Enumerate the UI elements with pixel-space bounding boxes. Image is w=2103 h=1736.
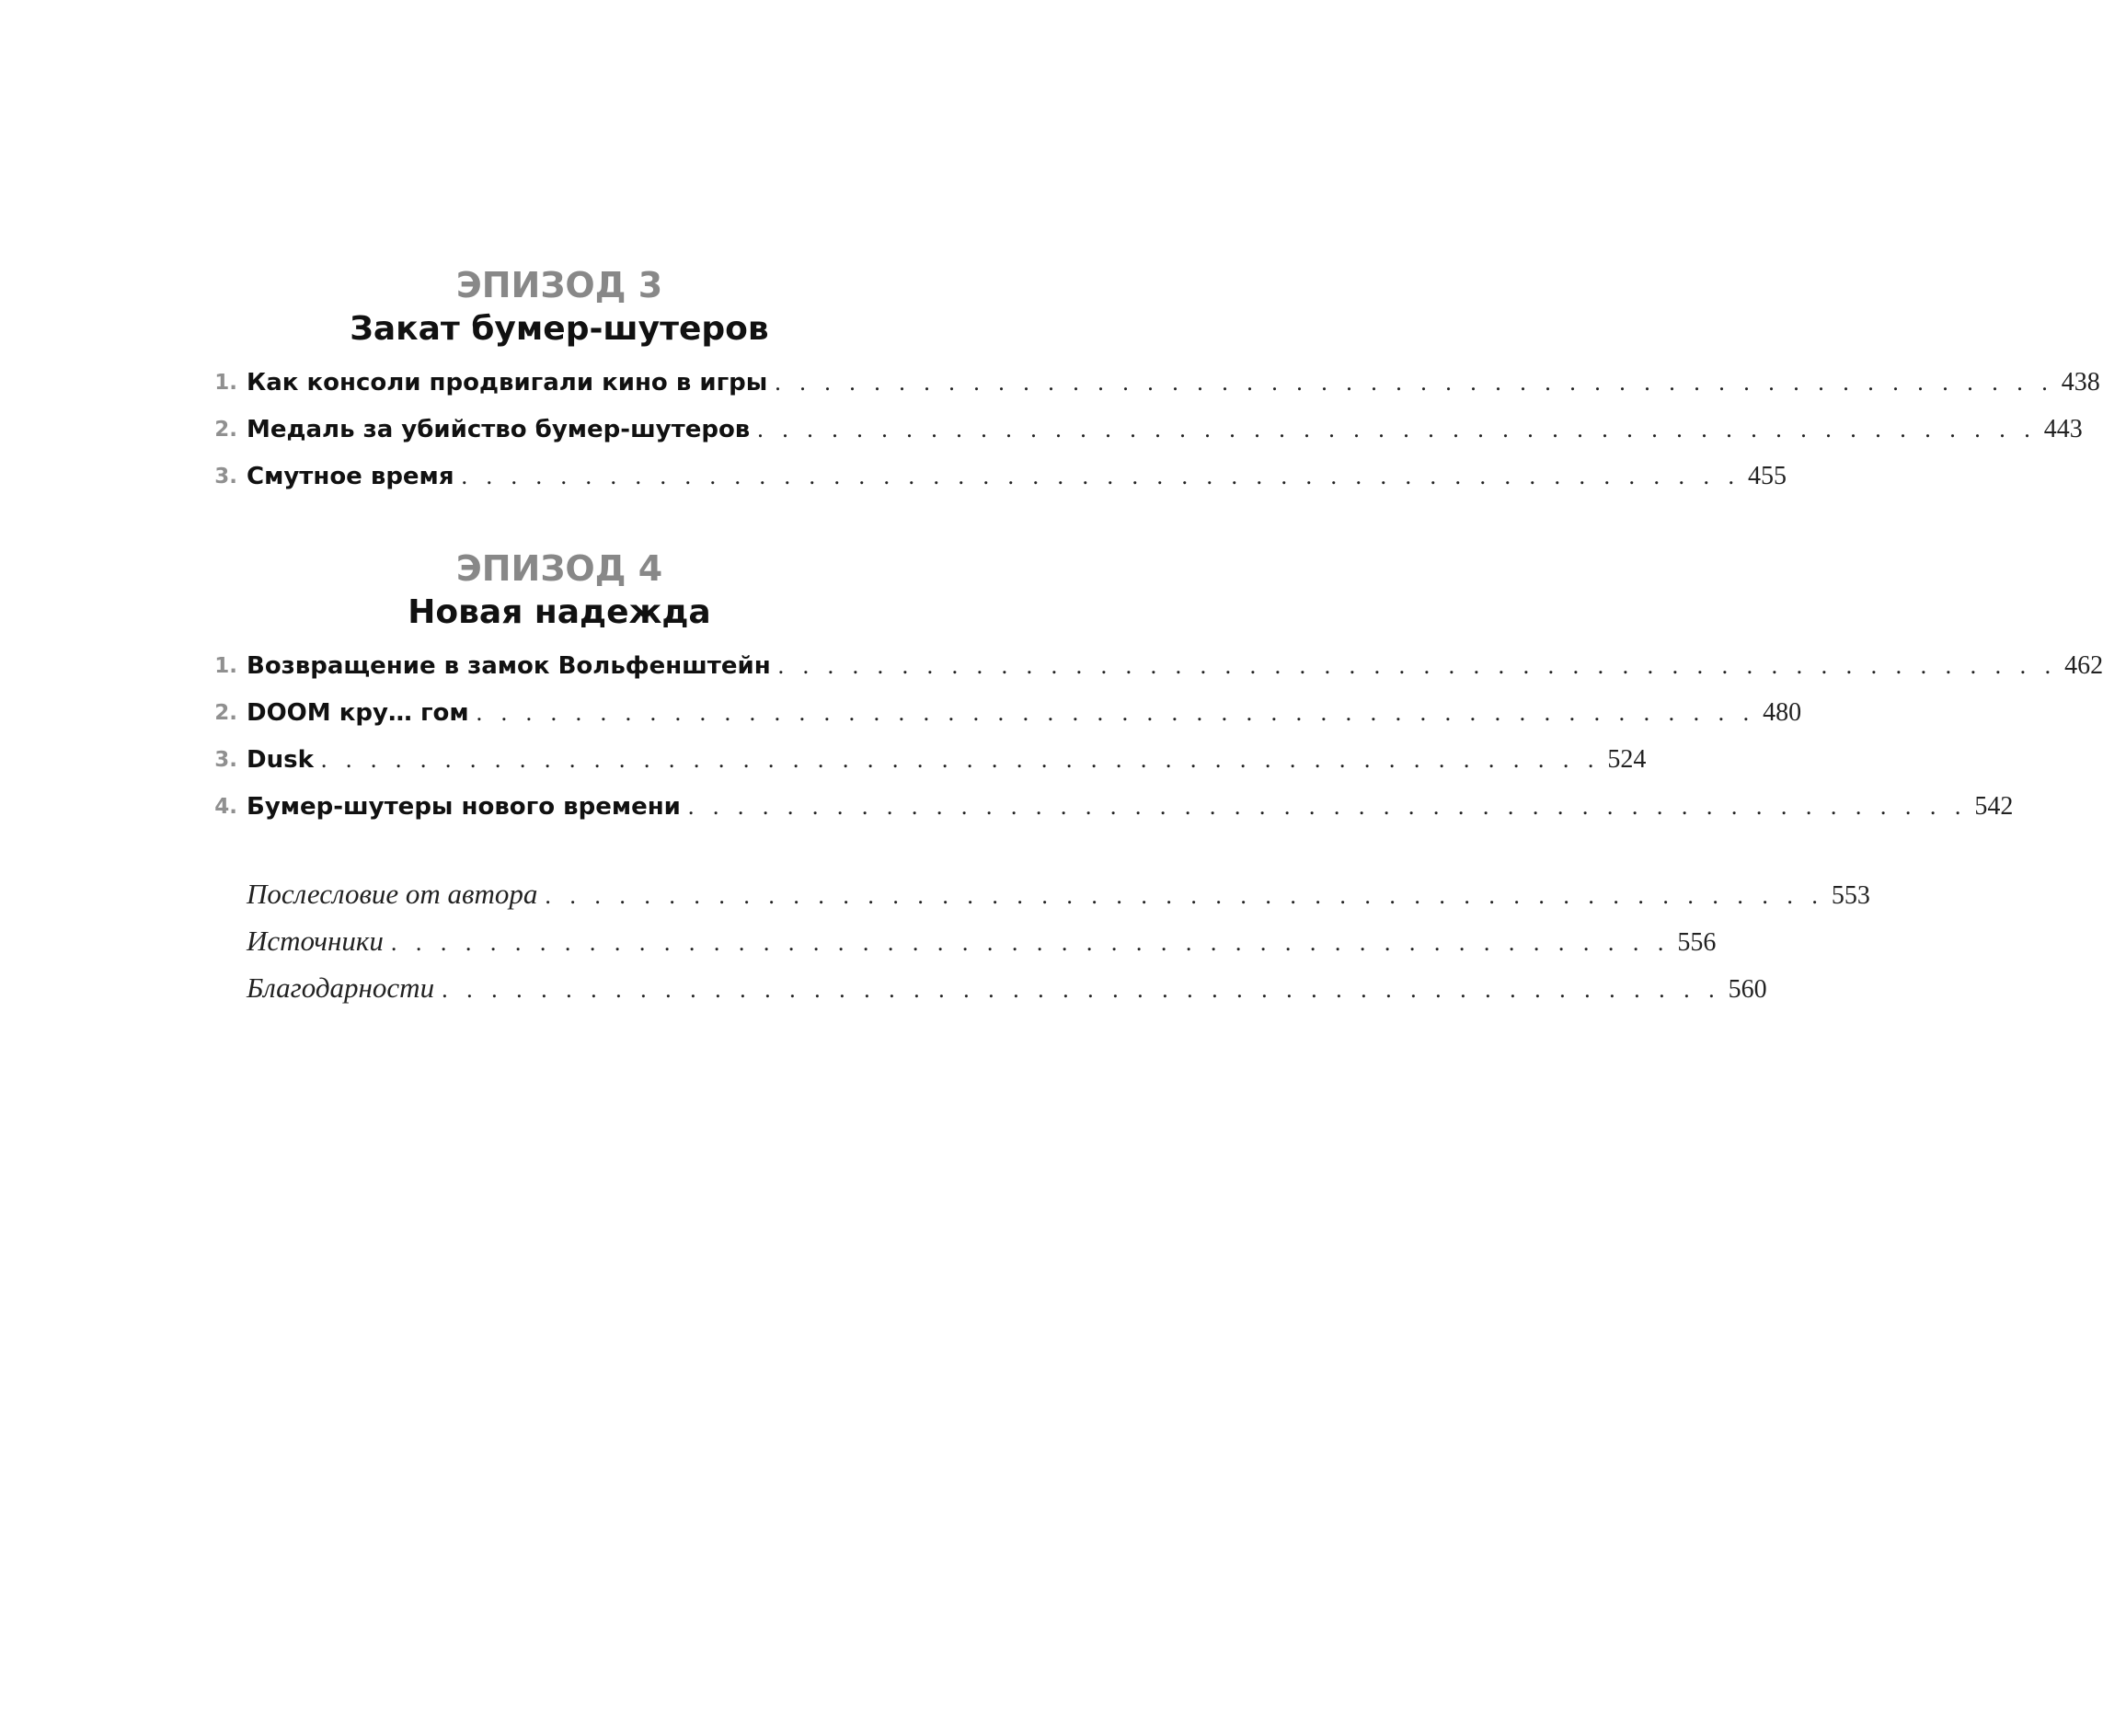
- page-number: 438: [2061, 368, 2100, 397]
- chapter-title: Медаль за убийство бумер-шутеров: [247, 416, 751, 443]
- page-number: 560: [1728, 975, 1767, 1004]
- chapter-title: Смутное время: [247, 463, 454, 490]
- toc-line: [247, 876, 1870, 913]
- toc-entry[interactable]: [0, 872, 1870, 919]
- episode-label: ЭПИЗОД 4: [455, 548, 663, 589]
- toc-line: [247, 411, 2083, 448]
- chapter-list: [0, 361, 2100, 501]
- dot-leader: . . . . . . . . . . . . . . . . . . . . . . . . . . . . . . . . . . . . . . . . . . . . . . . . . . . .: [545, 882, 1824, 909]
- chapter-title: Возвращение в замок Вольфенштейн: [247, 652, 771, 680]
- toc-line: [247, 742, 1647, 778]
- page-number: 443: [2043, 415, 2083, 443]
- chapter-number: 2.: [214, 701, 237, 725]
- dot-leader: . . . . . . . . . . . . . . . . . . . . . . . . . . . . . . . . . . . . . . . . . . . . . . . . . . . .: [775, 369, 2054, 396]
- chapter-list: [0, 644, 2103, 832]
- toc-line: [247, 458, 1787, 495]
- episode-title: Закат бумер-шутеров: [350, 310, 769, 348]
- toc-entry[interactable]: [0, 738, 1647, 785]
- dot-leader: . . . . . . . . . . . . . . . . . . . . . . . . . . . . . . . . . . . . . . . . . . . . . . . . . . . .: [320, 746, 1601, 773]
- page-number: 524: [1607, 745, 1647, 774]
- toc-entry[interactable]: [0, 785, 2014, 832]
- toc-entry[interactable]: [0, 361, 2100, 408]
- chapter-title: DOOM кру… гом: [247, 699, 469, 727]
- chapter-number: 1.: [214, 371, 237, 395]
- page-number: 542: [1974, 792, 2014, 821]
- dot-leader: . . . . . . . . . . . . . . . . . . . . . . . . . . . . . . . . . . . . . . . . . . . . . . . . . . . .: [476, 699, 1756, 726]
- episode-label: ЭПИЗОД 3: [455, 265, 663, 305]
- dot-leader: . . . . . . . . . . . . . . . . . . . . . . . . . . . . . . . . . . . . . . . . . . . . . . . . . . . .: [461, 463, 1741, 489]
- chapter-number: 3.: [214, 748, 237, 772]
- page-number: 553: [1831, 881, 1870, 910]
- toc-entry[interactable]: [0, 644, 2103, 691]
- toc-line: [247, 695, 1802, 731]
- page-number: 480: [1763, 698, 1802, 727]
- chapter-number: 2.: [214, 418, 237, 442]
- toc-line: [247, 788, 2014, 825]
- toc-line: [247, 923, 1717, 960]
- dot-leader: . . . . . . . . . . . . . . . . . . . . . . . . . . . . . . . . . . . . . . . . . . . . . . . . . . . .: [757, 416, 2037, 443]
- page-number: 455: [1748, 462, 1787, 490]
- chapter-title: Dusk: [247, 746, 314, 774]
- chapter-number: 3.: [214, 465, 237, 489]
- dot-leader: . . . . . . . . . . . . . . . . . . . . . . . . . . . . . . . . . . . . . . . . . . . . . . . . . . . .: [442, 976, 1721, 1003]
- episode-title: Новая надежда: [408, 593, 711, 631]
- episode-4-section: [0, 546, 2103, 832]
- dot-leader: . . . . . . . . . . . . . . . . . . . . . . . . . . . . . . . . . . . . . . . . . . . . . . . . . . . .: [687, 793, 1968, 820]
- chapter-title: Бумер-шутеры нового времени: [247, 793, 681, 821]
- toc-entry[interactable]: [0, 966, 1767, 1013]
- toc-entry[interactable]: [0, 691, 1802, 738]
- chapter-title: Как консоли продвигали кино в игры: [247, 369, 768, 397]
- toc-entry[interactable]: [0, 919, 1717, 966]
- toc-entry[interactable]: [0, 454, 1787, 501]
- toc-line: [247, 970, 1767, 1006]
- toc-line: [247, 364, 2100, 401]
- chapter-number: 4.: [214, 795, 237, 819]
- back-matter-title: Благодарности: [247, 971, 435, 1004]
- back-matter-title: Источники: [247, 925, 384, 957]
- page-number: 462: [2064, 651, 2103, 680]
- toc-line: [247, 648, 2103, 684]
- chapter-number: 1.: [214, 654, 237, 678]
- episode-3-section: [0, 263, 2100, 501]
- page-number: 556: [1677, 928, 1717, 957]
- back-matter-section: [0, 872, 1870, 1013]
- toc-entry[interactable]: [0, 408, 2083, 454]
- back-matter-title: Послесловие от автора: [247, 878, 538, 910]
- dot-leader: . . . . . . . . . . . . . . . . . . . . . . . . . . . . . . . . . . . . . . . . . . . . . . . . . . . .: [777, 652, 2058, 679]
- dot-leader: . . . . . . . . . . . . . . . . . . . . . . . . . . . . . . . . . . . . . . . . . . . . . . . . . . . .: [390, 929, 1671, 956]
